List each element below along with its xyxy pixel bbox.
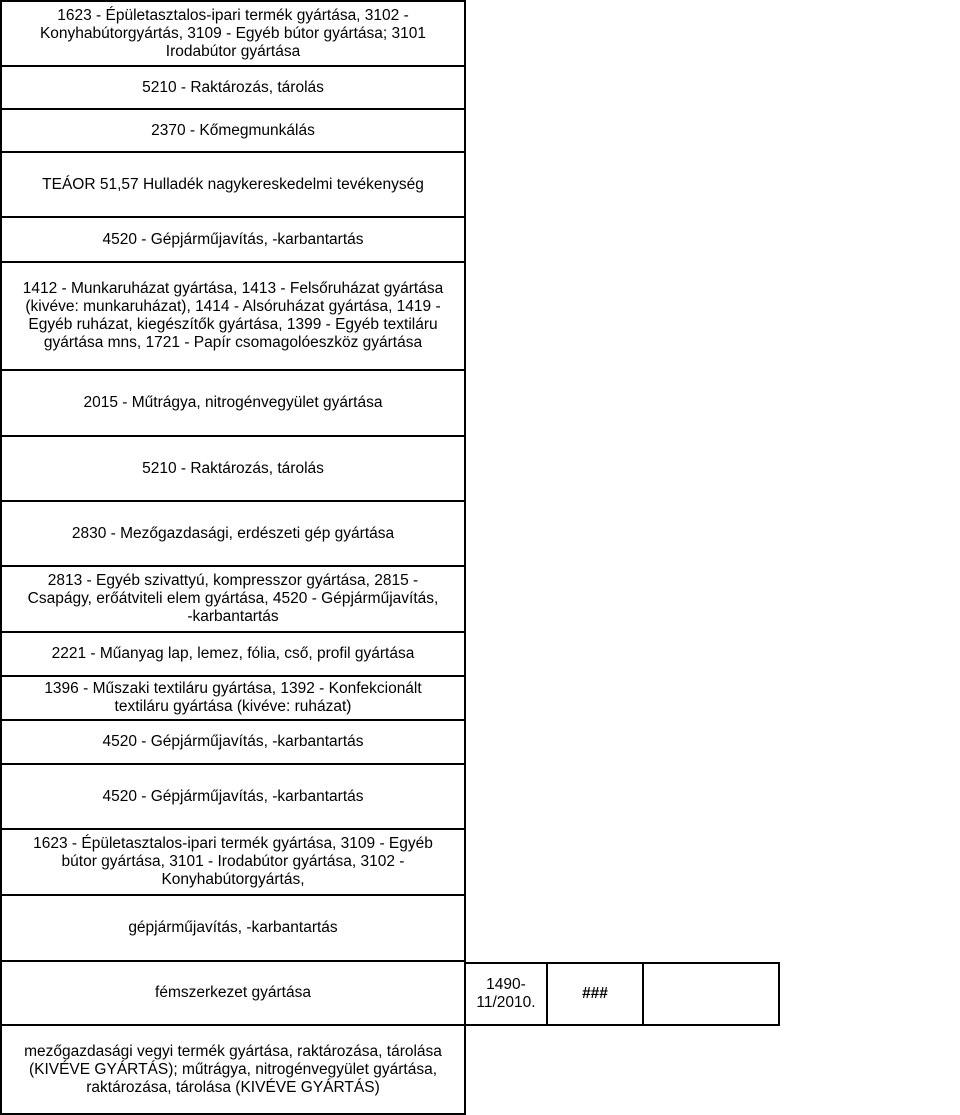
license-number-cell: 1490- 11/2010. xyxy=(466,962,548,1026)
activity-cell: 1623 - Épületasztalos-ipari termék gyártása, 3102 - Konyhabútorgyártás, 3109 - Egyéb bútor gyártása; 3101 Irodabútor gyártása xyxy=(0,0,466,67)
activity-cell: 2830 - Mezőgazdasági, erdészeti gép gyártása xyxy=(0,502,466,567)
overflow-cell: ### xyxy=(548,962,644,1026)
activity-cell: 4520 - Gépjárműjavítás, -karbantartás xyxy=(0,765,466,830)
empty-cell xyxy=(644,962,780,1026)
activity-cell: 5210 - Raktározás, tárolás xyxy=(0,437,466,502)
activity-cell: 4520 - Gépjárműjavítás, -karbantartás xyxy=(0,721,466,765)
activity-cell: 2015 - Műtrágya, nitrogénvegyület gyártása xyxy=(0,371,466,437)
activity-cell: 1412 - Munkaruházat gyártása, 1413 - Felsőruházat gyártása (kivéve: munkaruházat), 1414 - Alsóruházat gyártása, 1419 - Egyéb ruházat, kiegészítők gyártása, 1399 - Egyéb textiláru gyártása mns, 1721 - Papír csomagolóeszköz gyártása xyxy=(0,263,466,371)
activity-cell: 1623 - Épületasztalos-ipari termék gyártása, 3109 - Egyéb bútor gyártása, 3101 - Irodabútor gyártása, 3102 - Konyhabútorgyártás, xyxy=(0,830,466,896)
activity-cell: mezőgazdasági vegyi termék gyártása, raktározása, tárolása (KIVÉVE GYÁRTÁS); műtrágya, nitrogénvegyület gyártása, raktározása, tárolása (KIVÉVE GYÁRTÁS) xyxy=(0,1026,466,1115)
activity-cell: fémszerkezet gyártása xyxy=(0,962,466,1026)
activity-cell: 1396 - Műszaki textiláru gyártása, 1392 - Konfekcionált textiláru gyártása (kivéve: ruházat) xyxy=(0,677,466,721)
activity-cell: gépjárműjavítás, -karbantartás xyxy=(0,896,466,962)
activity-cell: 2370 - Kőmegmunkálás xyxy=(0,110,466,153)
activity-cell: TEÁOR 51,57 Hulladék nagykereskedelmi tevékenység xyxy=(0,153,466,218)
activity-cell: 4520 - Gépjárműjavítás, -karbantartás xyxy=(0,218,466,263)
activity-cell: 5210 - Raktározás, tárolás xyxy=(0,67,466,110)
activity-cell: 2221 - Műanyag lap, lemez, fólia, cső, profil gyártása xyxy=(0,633,466,677)
activity-cell: 2813 - Egyéb szivattyú, kompresszor gyártása, 2815 - Csapágy, erőátviteli elem gyártása, 4520 - Gépjárműjavítás, -karbantartás xyxy=(0,567,466,633)
